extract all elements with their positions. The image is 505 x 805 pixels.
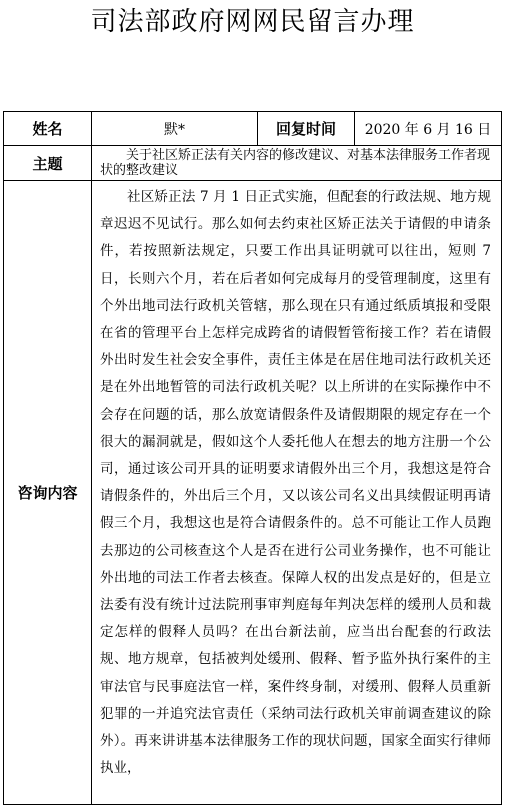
content-cell (92, 181, 502, 805)
form-row-subject (4, 146, 502, 181)
content-text: 社区矫正法 7 月 1 日正式实施，但配套的行政法规、地方规章迟迟不见试行。那么如何去约束社区矫正法关于请假的申请条件，若按照新法规定，只要工作出具证明就可以往出，短则 7 日，长则六个月，若在后者如何完成每月的受管理制度，这里有个外出地司法行政机关管辖，那么现在只有通过纸质填报和受限在省的管理平台上怎样完成跨省的请假暂管衔接工作？若在请假外出时发生社会安全事件，责任主体是在居住地司法行政机关还是在外出地暂管的司法行政机关呢？以上所讲的在实际操作中不会存在问题的话，那么放宽请假条件及请假期限的规定存在一个很大的漏洞就是，假如这个人委托他人在想去的地方注册一个公司，通过该公司开具的证明要求请假外出三个月，我想这是符合请假条件的，外出后三个月，又以该公司名义出具续假证明再请假三个月，我想这也是符合请假条件的。总不可能让工作人员跑去那边的公司核查这个人是否在进行公司业务操作，也不可能让外出地的司法工作者去核查。保障人权的出发点是好的，但是立法委有没有统计过法院刑事审判庭每年判决怎样的缓刑人员和裁定怎样的假释人员吗？在出台新法前，应当出台配套的行政法规、地方规章，包括被判处缓刑、假释、暂予监外执行案件的主审法官与民事庭法官一样，案件终身制，对缓刑、假释人员重新犯罪的一并追究法官责任（采纳司法行政机关审前调查建议的除外）。再来讲讲基本法律服务工作的现状问题，国家全面实行律师执业， (100, 189, 491, 777)
content-label: 咨询内容 (4, 181, 92, 805)
reply-time-value: 2020 年 6 月 16 日 (355, 112, 502, 146)
page-title: 司法部政府网网民留言办理 (90, 7, 415, 37)
message-form-table (3, 111, 502, 805)
name-label: 姓名 (4, 112, 92, 146)
reply-time-label: 回复时间 (258, 112, 355, 146)
name-value: 默* (92, 112, 258, 146)
form-row-content (4, 181, 502, 805)
subject-label: 主题 (4, 146, 92, 181)
subject-value: 关于社区矫正法有关内容的修改建议、对基本法律服务工作者现状的整改建议 (92, 146, 502, 181)
form-row-name (4, 112, 502, 146)
